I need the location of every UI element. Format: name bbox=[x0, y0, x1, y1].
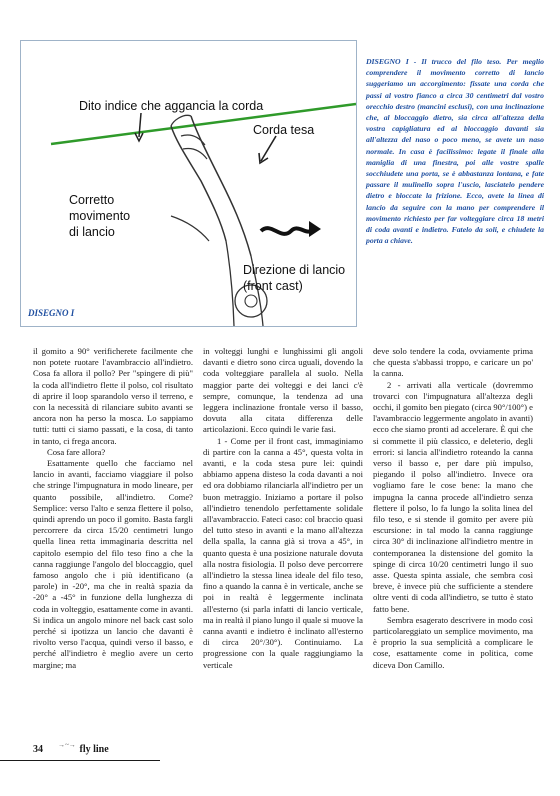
page-number: 34 bbox=[33, 744, 43, 755]
column-1 bbox=[33, 346, 193, 671]
figure-drawing bbox=[21, 41, 356, 326]
figure-caption-label: DISEGNO I bbox=[28, 308, 75, 318]
figure-illustration bbox=[20, 40, 357, 327]
paragraph: Cosa fare allora? bbox=[47, 446, 106, 457]
paragraph: in volteggi lunghi e lunghissimi gli angoli davanti e dietro sono circa uguali, dovendo la coda volteggiare parallela al suolo. Nella maggior parte dei volteggi e dei lanci c'è sempre, comunque, la tendenza ad una leggera inclinazione frontale verso il basso, dovuta alla citata differenza delle articolazioni. Ecco quindi le varie fasi. bbox=[203, 346, 363, 435]
direction-wavy-arrow bbox=[261, 228, 313, 234]
sidebar-title: DISEGNO I - Il trucco del filo teso. bbox=[366, 57, 502, 66]
paragraph: 1 - Come per il front cast, immaginiamo di partire con la canna a 45°, questa volta in avanti, e la coda stesa pure lei: quindi abbiamo appena disteso la coda davanti a noi ed ora dobbiamo rilanciarla all'indietro per un buon metraggio. Iniziamo a portare il polso all'indietro tenendolo perfettamente solidale all'avambraccio. Fateci caso: col braccio quasi del tutto steso in avanti e la mano all'altezza della spalla, la canna già si trova a 45°, in quanto questa è una posizione naturale dovuta alla nostra fisiologia. Il polso deve percorrere all'indietro la stessa linea ideale del filo teso, fino a quando la canna è in verticale, anche se poi in realtà è leggermente inclinata all'esterno (si parla infatti di lancio verticale, ma in realtà il piano lungo il quale si muove la canna avanti e indietro è inclinato all'esterno di circa 20°/30°). Continuiamo. La progressione con la quale raggiungiamo la verticale bbox=[203, 435, 363, 670]
correct-label-1: Corretto bbox=[69, 193, 115, 207]
paragraph: 2 - arrivati alla verticale (dovremmo trovarci con l'impugnatura all'altezza degli occhi, il gomito ben piegato (circa 90°/100°) e l'avambraccio leggermente angolato in avanti) ecco che siamo pronti ad accelerare. È qui che si commette il più classico, e deleterio, degli errori: si lancia all'indietro roteando la canna verso il basso e, per dare più impulso, piegando il polso all'indietro. Invece ora vogliamo fare le cose bene: la mano che impugna la canna procede all'indietro senza flettere il polso, lo fa lungo la solita linea del filo teso, e si stende il gomito per avere più escursione: in tal modo la canna raggiunge circa 30° di inclinazione all'indietro mentre in contemporanea la distensione del gomito la spinge di circa 10/20 centimetri lungo il suo asse. Questa spinta assiale, che sembra così breve, è invece più che sufficiente a stendere oltre venti di coda all'indietro, se tutto è stato fatto bene. bbox=[373, 379, 533, 614]
finger-label: Dito indice che aggancia la corda bbox=[79, 99, 264, 113]
paragraph: Esattamente quello che facciamo nel lancio in avanti, facciamo viaggiare il polso che stringe l'impugnatura in modo lineare, per quanto possibile, all'indietro. Come? Semplice: verso l'alto e senza flettere il polso, quindi aprendo un poco il gomito. Basta fargli percorrere da circa 15/20 centimetri lungo quella linea retta immaginaria descritta nel capitolo esempio del filo teso fino a che la canna raggiunge l'angolo del bloccaggio, quel famoso angolo che i più identificano (a parole) in -20°, ma che in realtà spazia da -20° a -45° in funzione della lunghezza di coda in volteggio, esattamente come in avanti. Si indica un angolo minore nel back cast solo perché si ipotizza un lancio che davanti è rivolto verso l'acqua, quindi verso il basso, e perché all'indietro è meglio avere un certo margine; ma bbox=[33, 458, 193, 670]
direction-label-1: Direzione di lancio bbox=[243, 263, 346, 277]
column-3 bbox=[373, 346, 533, 671]
brand-logo: →~→ bbox=[58, 741, 76, 749]
correct-label-2: movimento bbox=[69, 209, 131, 223]
magazine-brand: fly line bbox=[79, 744, 109, 755]
paragraph: Sembra esagerato descrivere in modo così particolareggiato un semplice movimento, ma è proprio la sua semplicità a complicare le cose, esattamente come in politica, come diceva Don Camillo. bbox=[373, 614, 533, 670]
correct-label-3: di lancio bbox=[69, 225, 115, 239]
rope-label: Corda tesa bbox=[253, 123, 315, 137]
rope-arrow bbox=[261, 136, 276, 161]
article-body bbox=[33, 346, 531, 746]
column-2 bbox=[203, 346, 363, 671]
sidebar-text: Per meglio comprendere il movimento corretto di lancio suggeriamo un accorgimento: fissate una corda che passi al vostro fianco a circa 30 centimetri dal vostro orecchio destro (mancini esclusi), con una inclinazione che, al bloccaggio dietro, sia circa all'altezza della vostra capigliatura ed al bloccaggio davanti sia all'altezza del naso o poco meno, se avete un naso normale. In casa è facilissimo: legate il finale alla maniglia di una finestra, poi alle vostre spalle socchiudete una porta, se è abbastanza lontana, e fate passare il mulinello sopra l'uscio, lasciatelo pendere dietro e bloccate la frizione. Ecco, avete la linea di lancio da seguire con la mano per comprendere il movimento richiesto per far volteggiare circa 18 metri di coda avanti e indietro. Fatelo da soli, e chiudete la porta a chiave. bbox=[366, 57, 544, 246]
paragraph: deve solo tendere la coda, ovviamente prima che questa s'abbassi troppo, e caricare un po' la canna. bbox=[373, 346, 533, 379]
footer-rule bbox=[0, 760, 160, 761]
sidebar-caption bbox=[366, 56, 544, 246]
direction-label-2: (front cast) bbox=[243, 279, 303, 293]
paragraph: il gomito a 90° verificherete facilmente che non potete ruotare l'avambraccio all'indietro. Cosa fa allora il pollo? Per "spingere di più" la coda all'indietro flette il polso, col risultato di aprire il loop sparandolo verso il terreno, e con la necessità di rilanciare subito avanti se ancora non ha perso la mosca. Lo sappiamo tutti: tutti ci siamo passati, e la cosa, di tanto in tanto, ci frega ancora. bbox=[33, 346, 193, 446]
